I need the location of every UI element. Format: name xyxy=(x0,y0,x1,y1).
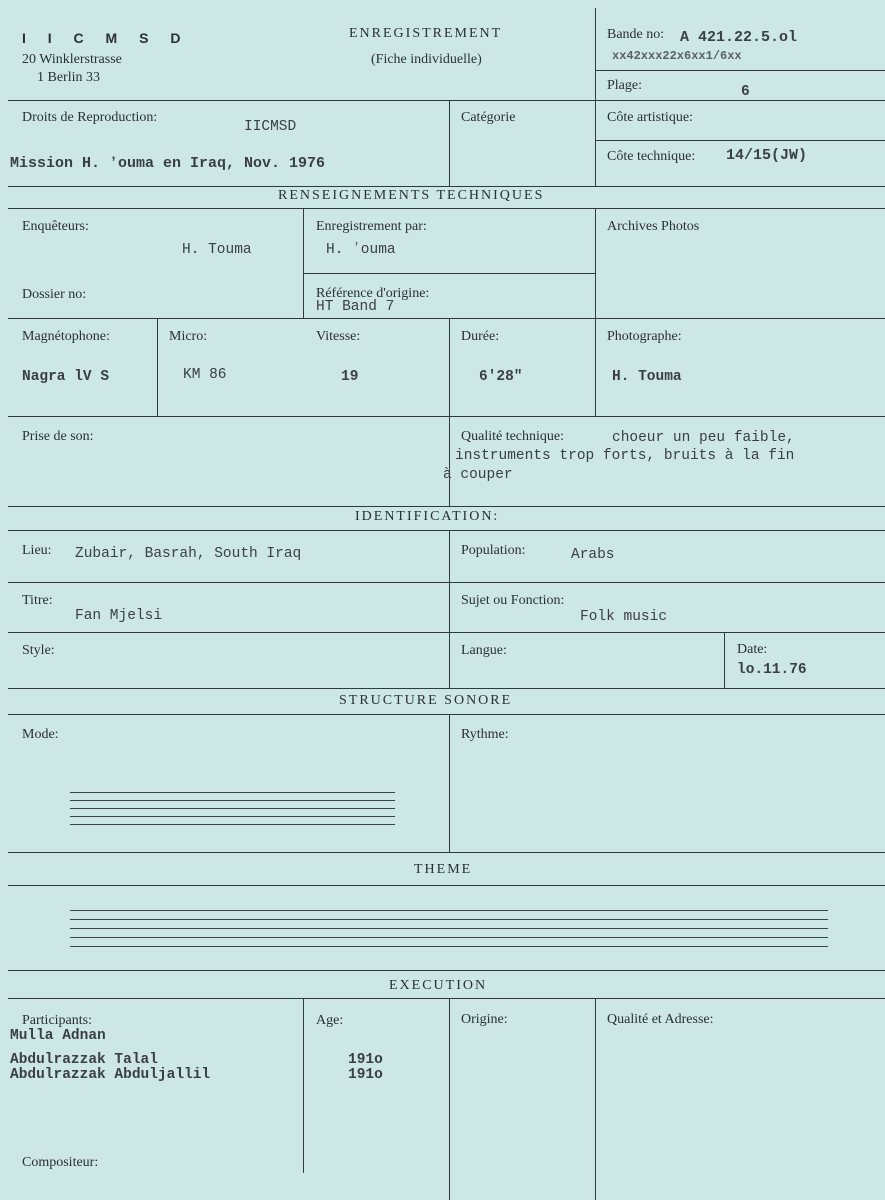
lieu-value: Zubair, Basrah, South Iraq xyxy=(75,546,302,562)
compositeur-label: Compositeur: xyxy=(22,1155,99,1170)
mode-label: Mode: xyxy=(22,727,59,742)
bande-label: Bande no: xyxy=(607,27,665,42)
archives-label: Archives Photos xyxy=(607,219,700,234)
sujet-value: Folk music xyxy=(580,609,668,625)
participant-age: 191o xyxy=(348,1067,383,1083)
micro-label: Micro: xyxy=(169,329,208,344)
micro-value: KM 86 xyxy=(183,367,227,383)
form-title: ENREGISTREMENT xyxy=(349,26,503,41)
age-label: Age: xyxy=(316,1013,344,1028)
droits-value: IICMSD xyxy=(244,119,297,135)
enqueteurs-label: Enquêteurs: xyxy=(22,219,89,234)
vitesse-label: Vitesse: xyxy=(316,329,361,344)
mission-text: Mission H. ʼouma en Iraq, Nov. 1976 xyxy=(10,155,326,172)
section-identification: IDENTIFICATION: xyxy=(355,509,500,524)
sujet-label: Sujet ou Fonction: xyxy=(461,593,565,608)
cote-technique-label: Côte technique: xyxy=(607,149,696,164)
participant-age: 191o xyxy=(348,1052,383,1068)
participants-label: Participants: xyxy=(22,1013,92,1028)
population-value: Arabs xyxy=(571,547,615,563)
date-value: lo.11.76 xyxy=(737,662,807,678)
address-line1: 20 Winklerstrasse xyxy=(22,52,122,67)
reference-label: Référence d'origine: xyxy=(316,286,430,301)
qualite-line2: instruments trop forts, bruits à la fin xyxy=(455,448,795,464)
section-renseignements: RENSEIGNEMENTS TECHNIQUES xyxy=(278,188,545,203)
categorie-label: Catégorie xyxy=(461,110,516,125)
photographe-value: H. Touma xyxy=(612,369,682,385)
participant-name: Abdulrazzak Talal xyxy=(10,1052,158,1068)
bande-value: A 421.22.5.ol xyxy=(680,29,798,46)
qualite-adresse-label: Qualité et Adresse: xyxy=(607,1012,714,1027)
reference-value: HT Band 7 xyxy=(316,299,395,315)
cote-artistique-label: Côte artistique: xyxy=(607,110,693,125)
rythme-label: Rythme: xyxy=(461,727,509,742)
participant-name: Abdulrazzak Abduljallil xyxy=(10,1067,211,1083)
titre-label: Titre: xyxy=(22,593,53,608)
photographe-label: Photographe: xyxy=(607,329,682,344)
section-execution: EXECUTION xyxy=(389,978,488,993)
date-label: Date: xyxy=(737,642,768,657)
address-line2: 1 Berlin 33 xyxy=(37,70,100,85)
origine-label: Origine: xyxy=(461,1012,508,1027)
enregistrement-par-value: H. ʼouma xyxy=(326,242,396,258)
qualite-line1: choeur un peu faible, xyxy=(612,430,795,446)
style-label: Style: xyxy=(22,643,55,658)
cote-technique-value: 14/15(JW) xyxy=(726,147,808,164)
section-theme: THEME xyxy=(414,862,473,877)
enregistrement-par-label: Enregistrement par: xyxy=(316,219,427,234)
qualite-line3: à couper xyxy=(443,467,513,483)
plage-value: 6 xyxy=(741,84,750,100)
langue-label: Langue: xyxy=(461,643,507,658)
qualite-label: Qualité technique: xyxy=(461,429,565,444)
duree-value: 6'28" xyxy=(479,369,523,385)
titre-value: Fan Mjelsi xyxy=(75,608,163,624)
droits-label: Droits de Reproduction: xyxy=(22,110,158,125)
duree-label: Durée: xyxy=(461,329,500,344)
magnetophone-value: Nagra lV S xyxy=(22,369,110,385)
bande-struck: xx42xxx22x6xx1/6xx xyxy=(612,49,742,63)
header-divider xyxy=(595,8,596,186)
form-subtitle: (Fiche individuelle) xyxy=(371,52,482,67)
enqueteurs-value: H. Touma xyxy=(182,242,252,258)
section-structure: STRUCTURE SONORE xyxy=(339,693,513,708)
prise-label: Prise de son: xyxy=(22,429,94,444)
vitesse-value: 19 xyxy=(341,369,359,385)
participant-name: Mulla Adnan xyxy=(10,1028,106,1044)
dossier-label: Dossier no: xyxy=(22,287,87,302)
plage-label: Plage: xyxy=(607,78,642,93)
population-label: Population: xyxy=(461,543,526,558)
org-name: I I C M S D xyxy=(22,30,190,46)
lieu-label: Lieu: xyxy=(22,543,52,558)
magnetophone-label: Magnétophone: xyxy=(22,329,110,344)
